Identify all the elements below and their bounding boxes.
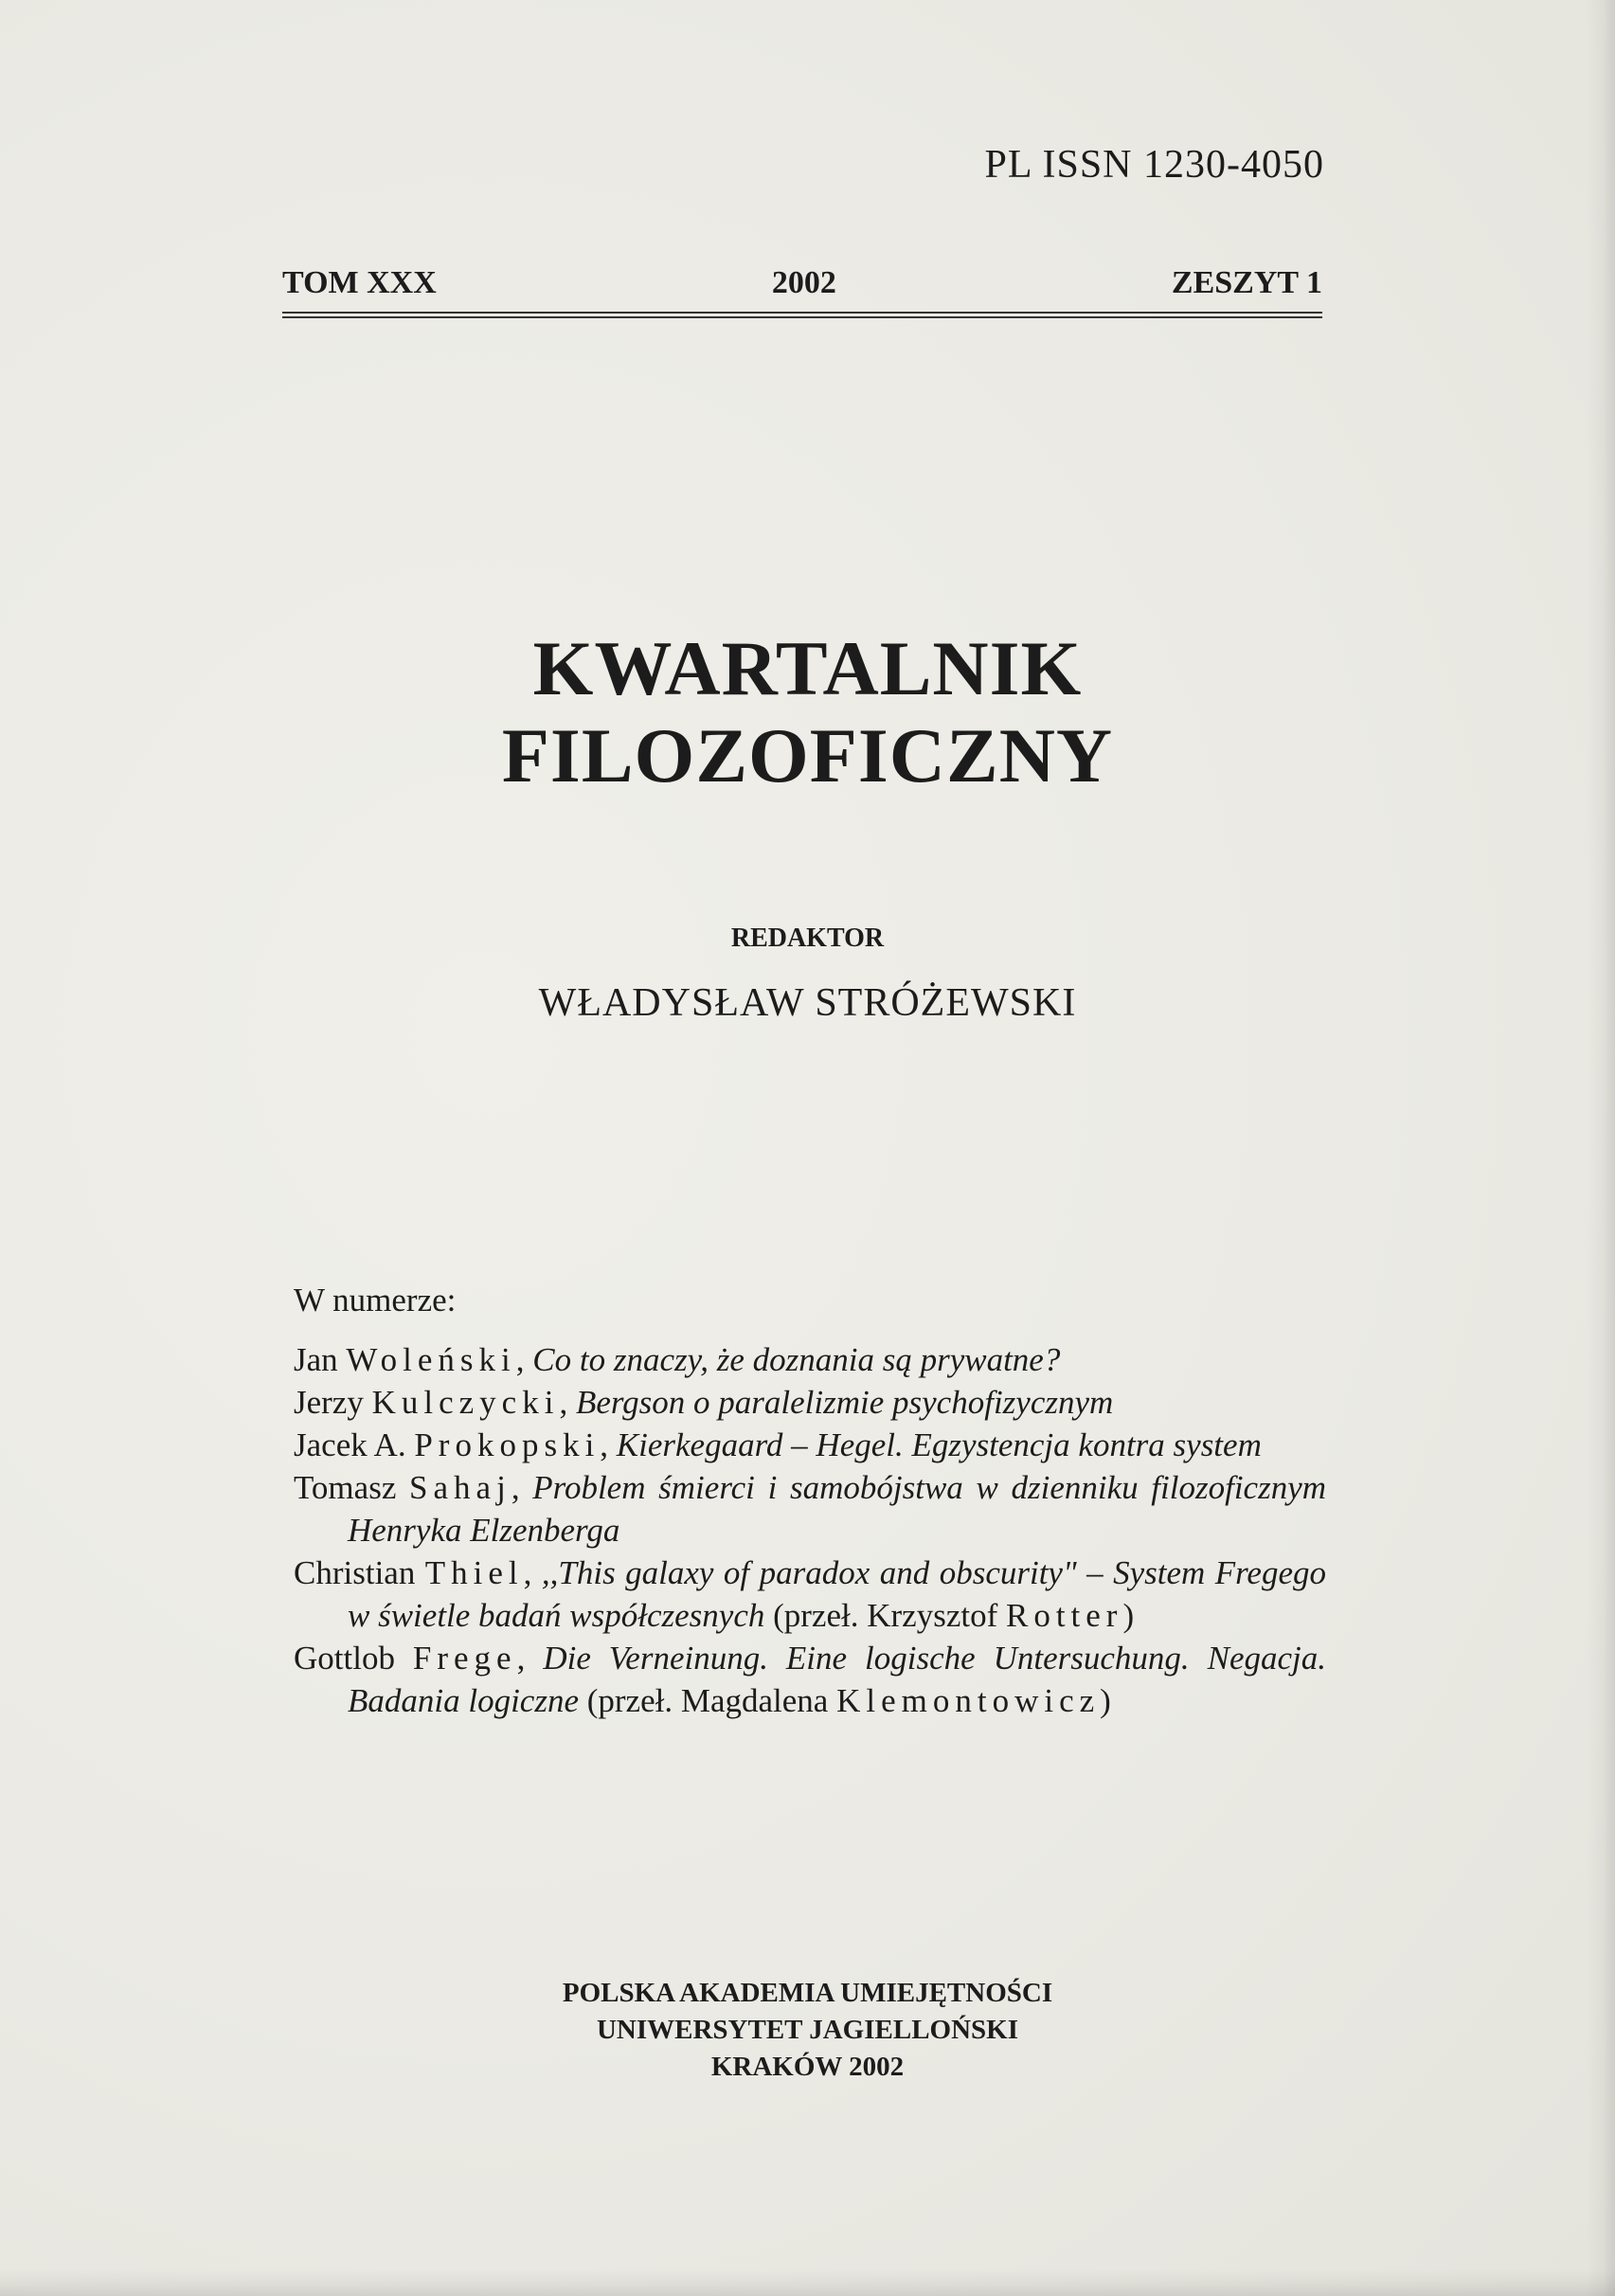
translator-suffix: ): [1100, 1682, 1111, 1719]
journal-title-line-1: KWARTALNIK: [532, 625, 1083, 711]
article-title: Kierkegaard – Hegel. Egzystencja kontra system: [616, 1426, 1262, 1463]
translator-last-name: Klemontowicz: [836, 1682, 1101, 1719]
journal-title-line-2: FILOZOFICZNY: [501, 712, 1114, 798]
translator-prefix: (przeł. Magdalena: [586, 1682, 829, 1719]
contents-entry: Jacek A. Prokopski, Kierkegaard – Hegel. Egzystencja kontra system: [294, 1426, 1262, 1463]
issn-number: PL ISSN 1230-4050: [984, 143, 1324, 187]
editor-name: WŁADYSŁAW STRÓŻEWSKI: [538, 981, 1077, 1025]
author-first-name: Tomasz: [294, 1469, 397, 1506]
cover-bottom-shadow: [0, 2269, 1615, 2296]
publisher-line-2: UNIWERSYTET JAGIELLOŃSKI: [596, 2015, 1019, 2045]
author-first-name: Jan: [294, 1341, 338, 1378]
contents-entry: Jan Woleński, Co to znaczy, że doznania są prywatne?: [294, 1341, 1061, 1378]
article-title: ,,This galaxy of paradox and obscurity" – System Fregego w świetle badań współczesnych: [348, 1554, 1327, 1634]
contents-entry: Tomasz Sahaj, Problem śmierci i samobójstwa w dzienniku filozoficznym Henryka Elzenberga: [294, 1469, 1327, 1549]
article-title: Die Verneinung. Eine logische Untersuchung. Negacja. Badania logiczne: [348, 1640, 1326, 1719]
contents-entry: Gottlob Frege, Die Verneinung. Eine logische Untersuchung. Negacja. Badania logiczne (przeł. Magdalena Klemontowicz): [294, 1640, 1326, 1719]
translator-last-name: Rotter: [1005, 1597, 1123, 1634]
article-title: Bergson o paralelizmie psychofizycznym: [575, 1384, 1114, 1421]
header-double-rule: [282, 312, 1322, 318]
cover-edge-shadow: [1587, 0, 1615, 2296]
volume-label: TOM XXX: [282, 265, 437, 300]
translator-prefix: (przeł. Krzysztof: [773, 1597, 998, 1634]
author-first-name: Gottlob: [294, 1640, 395, 1677]
article-title: Problem śmierci i samobójstwa w dzienniku filozoficznym Henryka Elzenberga: [348, 1469, 1327, 1549]
author-last-name: Sahaj: [409, 1469, 511, 1506]
publisher-block: [0, 1975, 1615, 2086]
author-last-name: Prokopski: [414, 1426, 601, 1463]
issue-label: ZESZYT 1: [1171, 265, 1322, 300]
issue-header: [282, 265, 1322, 301]
author-first-name: Jerzy: [294, 1384, 364, 1421]
publisher-line-3: KRAKÓW 2002: [710, 2052, 905, 2082]
author-first-name: Jacek A.: [294, 1426, 406, 1463]
author-last-name: Woleński: [346, 1341, 516, 1378]
year-label: 2002: [771, 265, 836, 300]
publisher-line-1: POLSKA AKADEMIA UMIEJĘTNOŚCI: [562, 1978, 1053, 2008]
translator-suffix: ): [1122, 1597, 1135, 1634]
author-last-name: Thiel: [424, 1554, 524, 1591]
journal-title: [0, 625, 1615, 799]
contents-entry: Christian Thiel, ,,This galaxy of paradox and obscurity" – System Fregego w świetle badań współczesnych (przeł. Krzysztof Rotter): [294, 1554, 1327, 1634]
editor-label: REDAKTOR: [730, 924, 885, 953]
contents-entry: Jerzy Kulczycki, Bergson o paralelizmie psychofizycznym: [294, 1384, 1114, 1421]
table-of-contents: [294, 1279, 1326, 1722]
author-last-name: Frege: [412, 1640, 517, 1677]
author-first-name: Christian: [294, 1554, 416, 1591]
contents-heading: W numerze:: [294, 1282, 457, 1318]
article-title: Co to znaczy, że doznania są prywatne?: [532, 1341, 1061, 1378]
author-last-name: Kulczycki: [371, 1384, 560, 1421]
